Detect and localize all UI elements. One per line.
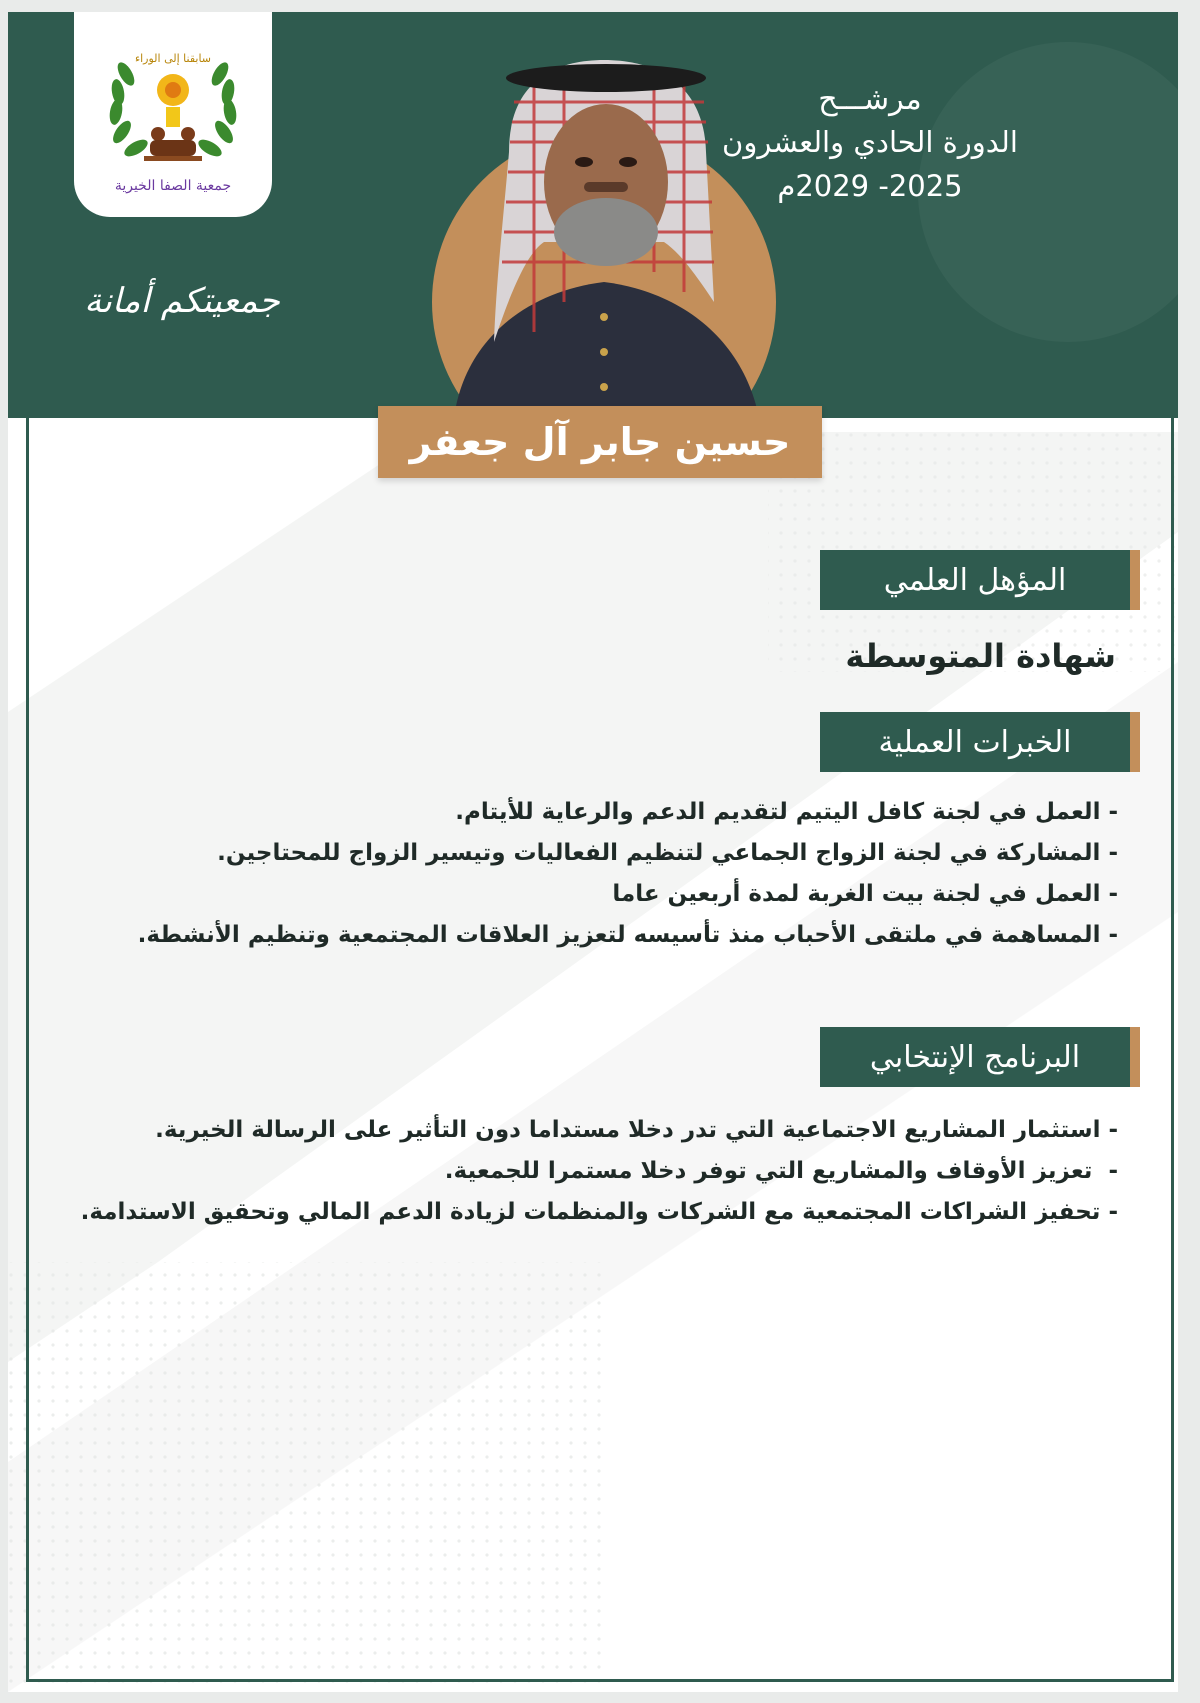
program-item-text: تحفيز الشراكات المجتمعية مع الشركات والمنظمات لزيادة الدعم المالي وتحقيق الاستدامة. — [80, 1199, 1101, 1225]
candidate-name: حسين جابر آل جعفر — [378, 406, 822, 478]
candidate-label: مرشـــح — [818, 82, 922, 117]
list-item: -المساهمة في ملتقى الأحباب منذ تأسيسه لتعزيز العلاقات المجتمعية وتنظيم الأنشطة. — [137, 922, 1118, 948]
wreath-logo-icon — [74, 12, 272, 217]
experience-item-text: المشاركة في لجنة الزواج الجماعي لتنظيم الفعاليات وتيسير الزواج للمحتاجين. — [217, 840, 1101, 866]
header-banner — [8, 12, 1178, 418]
experience-list — [78, 792, 1118, 956]
program-list — [48, 1110, 1118, 1233]
list-item: -تحفيز الشراكات المجتمعية مع الشركات والمنظمات لزيادة الدعم المالي وتحقيق الاستدامة. — [80, 1199, 1118, 1225]
logo-top-text: سابقنا إلى الوراء — [134, 52, 212, 65]
candidate-photo — [414, 42, 794, 418]
slogan-calligraphy — [32, 267, 332, 337]
qualification-value: شهادة المتوسطة — [845, 637, 1116, 675]
term-title: الدورة الحادي والعشرون — [722, 125, 1018, 159]
candidate-flyer — [8, 12, 1178, 1692]
term-years: 2025- 2029م — [777, 169, 963, 203]
list-item: -العمل في لجنة بيت الغربة لمدة أربعين عاما — [612, 881, 1118, 907]
list-item: -المشاركة في لجنة الزواج الجماعي لتنظيم الفعاليات وتيسير الزواج للمحتاجين. — [217, 840, 1118, 866]
qualification-title: المؤهل العلمي — [820, 550, 1140, 610]
experience-title: الخبرات العملية — [820, 712, 1140, 772]
list-item: -العمل في لجنة كافل اليتيم لتقديم الدعم والرعاية للأيتام. — [455, 799, 1118, 825]
organization-logo — [74, 12, 272, 217]
program-item-text: استثمار المشاريع الاجتماعية التي تدر دخلا مستداما دون التأثير على الرسالة الخيرية. — [155, 1117, 1101, 1143]
logo-bottom-text: جمعية الصفا الخيرية — [114, 178, 232, 194]
list-item: - تعزيز الأوقاف والمشاريع التي توفر دخلا مستمرا للجمعية. — [444, 1158, 1118, 1184]
program-title: البرنامج الإنتخابي — [820, 1027, 1140, 1087]
experience-item-text: المساهمة في ملتقى الأحباب منذ تأسيسه لتعزيز العلاقات المجتمعية وتنظيم الأنشطة. — [137, 922, 1101, 948]
program-item-text: تعزيز الأوقاف والمشاريع التي توفر دخلا مستمرا للجمعية. — [444, 1158, 1101, 1184]
list-item: -استثمار المشاريع الاجتماعية التي تدر دخلا مستداما دون التأثير على الرسالة الخيرية. — [155, 1117, 1118, 1143]
experience-item-text: العمل في لجنة كافل اليتيم لتقديم الدعم والرعاية للأيتام. — [455, 799, 1101, 825]
slogan-text: جمعيتكم أمانة — [84, 281, 280, 321]
experience-item-text: العمل في لجنة بيت الغربة لمدة أربعين عاما — [612, 881, 1101, 907]
